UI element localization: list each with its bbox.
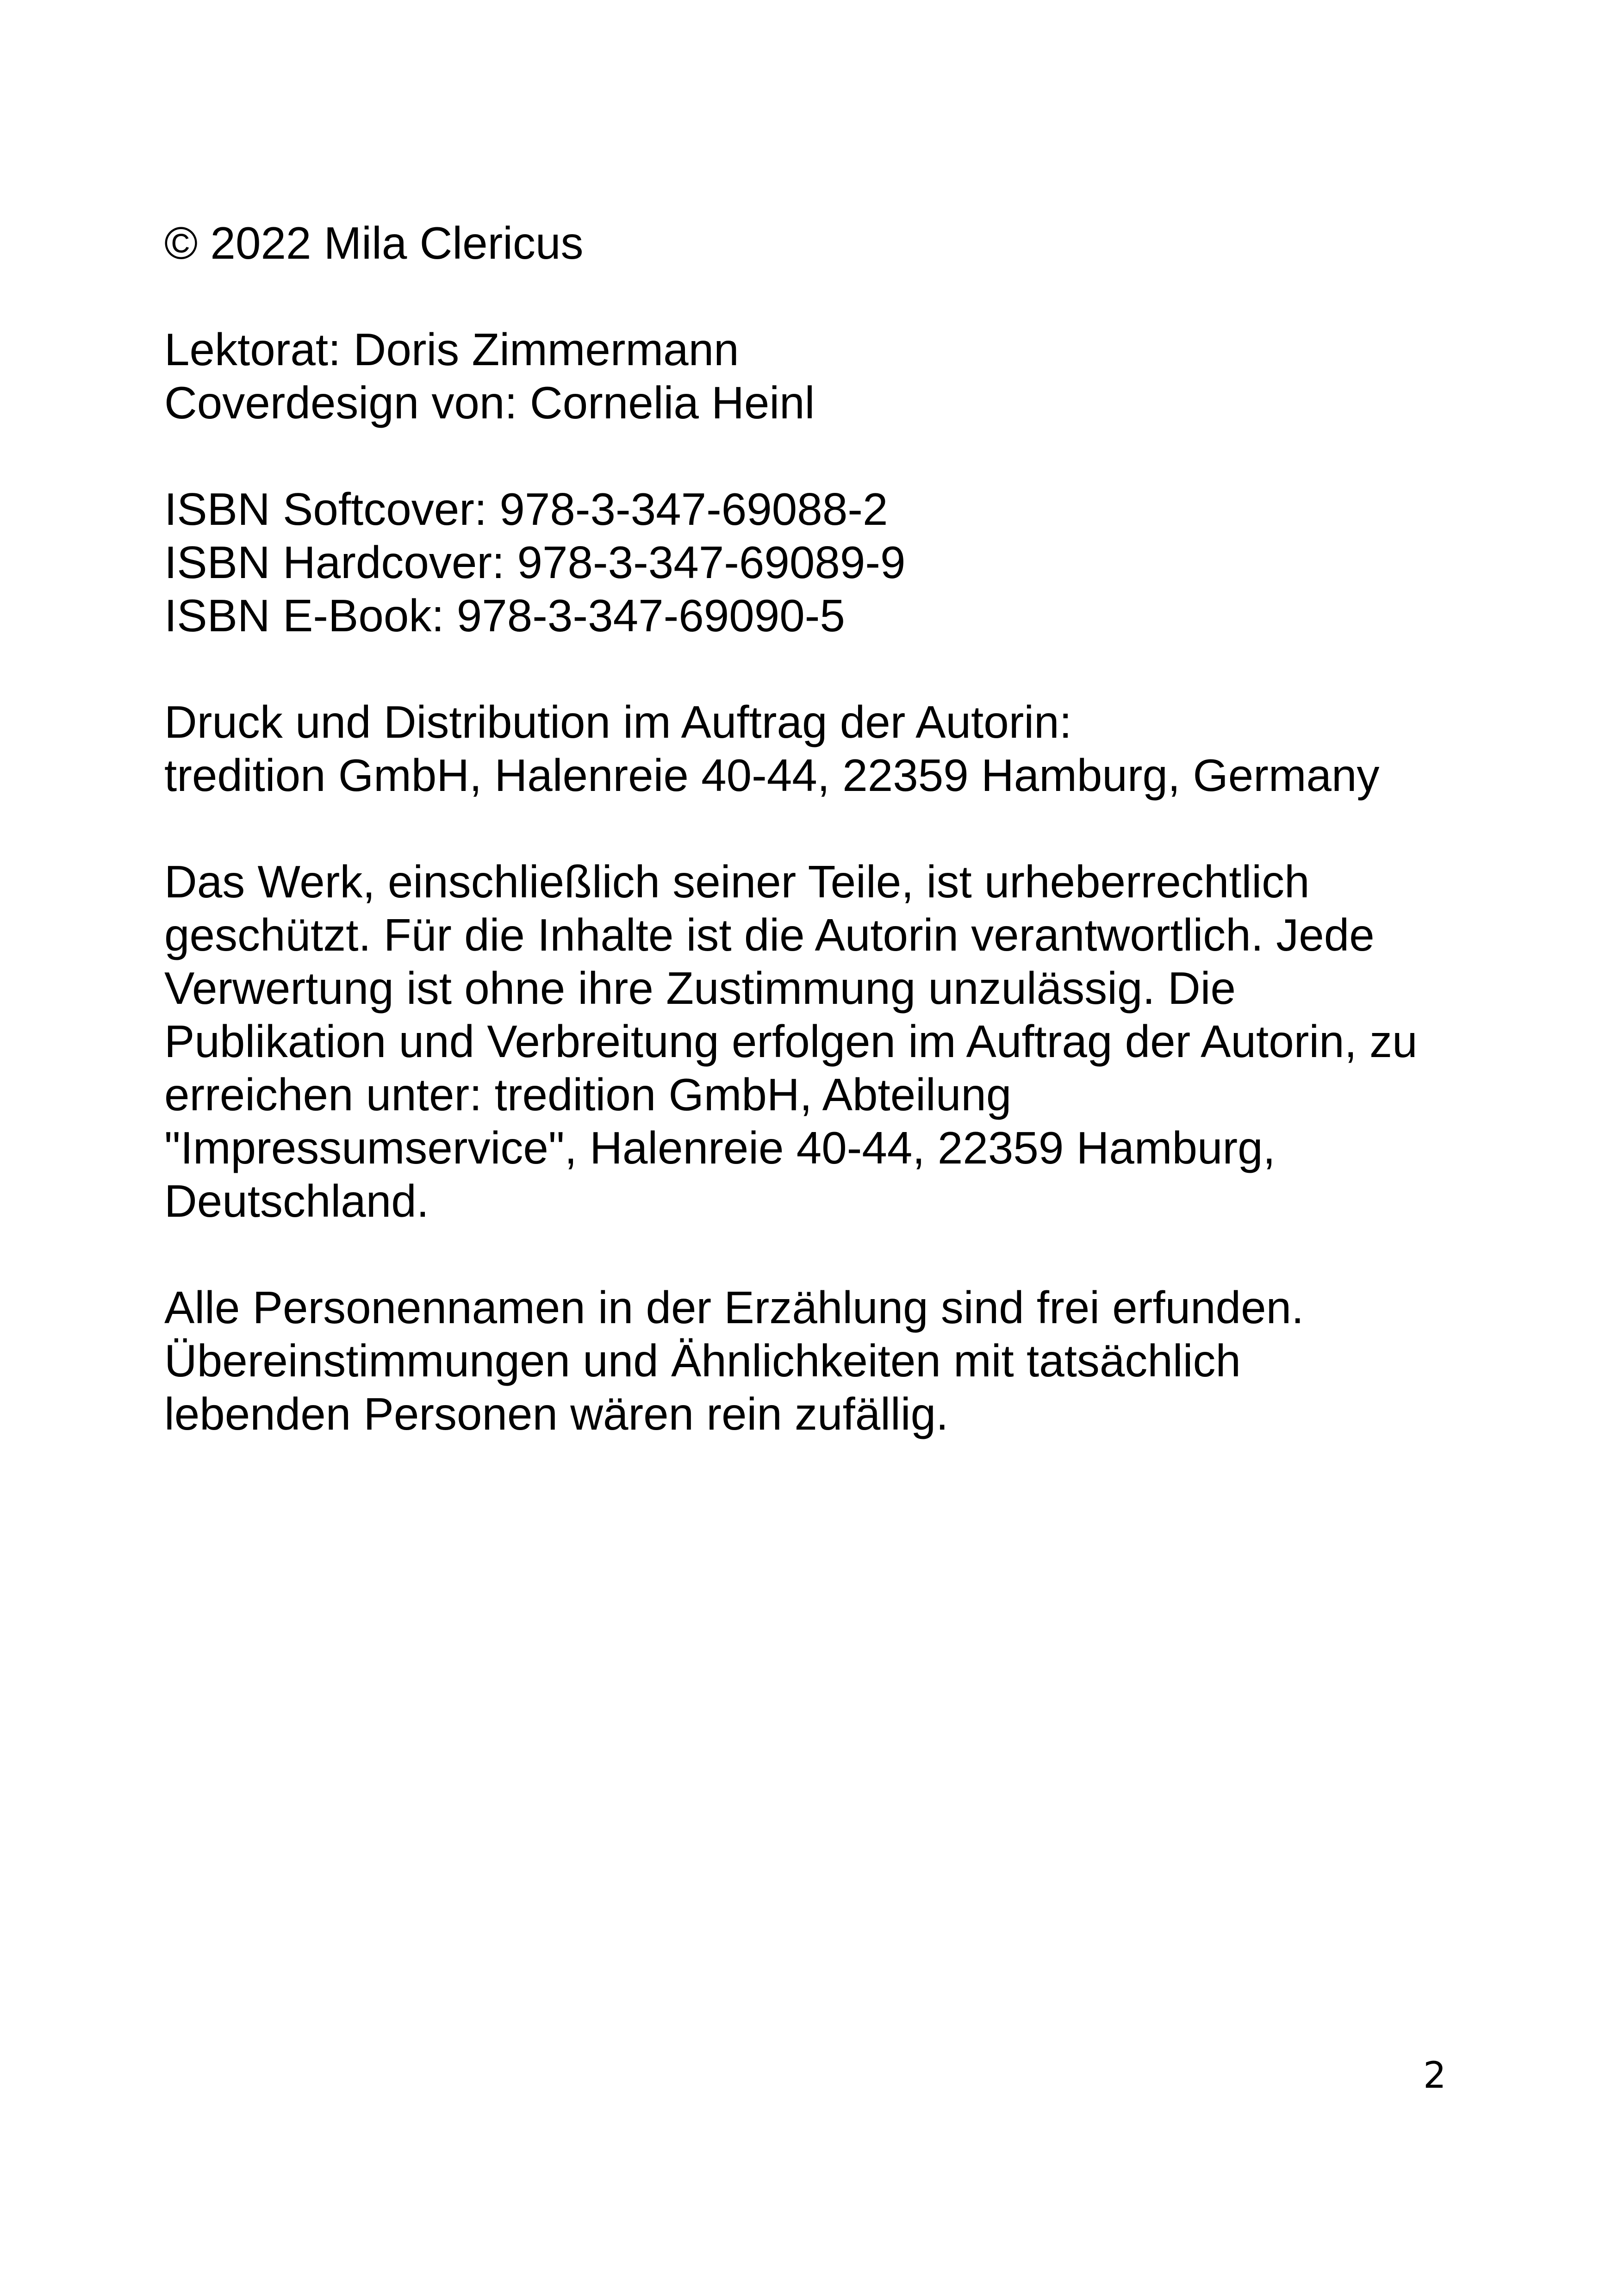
page-number: 2: [1423, 2055, 1446, 2097]
rights-notice-line: Verwertung ist ohne ihre Zustimmung unzulässig. Die: [164, 963, 1236, 1014]
coverdesign-line: Coverdesign von: Cornelia Heinl: [164, 377, 815, 428]
credits-block: [164, 323, 1506, 429]
lektorat-line: Lektorat: Doris Zimmermann: [164, 324, 739, 375]
rights-notice-line: "Impressumservice", Halenreie 40-44, 22359 Hamburg,: [164, 1122, 1276, 1173]
rights-notice-block: [164, 855, 1506, 1228]
copyright-block: [164, 217, 1506, 270]
rights-notice-line: geschützt. Für die Inhalte ist die Autorin verantwortlich. Jede: [164, 909, 1375, 960]
spacer: [164, 642, 1506, 696]
isbn-softcover-line: ISBN Softcover: 978-3-347-69088-2: [164, 484, 888, 535]
rights-notice-line: Publikation und Verbreitung erfolgen im Auftrag der Autorin, zu: [164, 1016, 1418, 1067]
disclaimer-line: Übereinstimmungen und Ähnlichkeiten mit tatsächlich: [164, 1335, 1241, 1386]
disclaimer-line: lebenden Personen wären rein zufällig.: [164, 1388, 949, 1439]
rights-notice-line: Das Werk, einschließlich seiner Teile, ist urheberrechtlich: [164, 856, 1310, 907]
distribution-block: [164, 696, 1506, 802]
distribution-line-2: tredition GmbH, Halenreie 40-44, 22359 Hamburg, Germany: [164, 750, 1380, 801]
disclaimer-line: Alle Personennamen in der Erzählung sind frei erfunden.: [164, 1282, 1304, 1333]
copyright-line: © 2022 Mila Clericus: [164, 218, 584, 268]
isbn-hardcover-line: ISBN Hardcover: 978-3-347-69089-9: [164, 537, 906, 588]
spacer: [164, 270, 1506, 323]
spacer: [164, 1228, 1506, 1281]
rights-notice-line: erreichen unter: tredition GmbH, Abteilung: [164, 1069, 1012, 1120]
isbn-block: [164, 483, 1506, 642]
spacer: [164, 429, 1506, 483]
disclaimer-block: [164, 1281, 1506, 1441]
spacer: [164, 802, 1506, 855]
imprint-content: [164, 217, 1506, 1441]
isbn-ebook-line: ISBN E-Book: 978-3-347-69090-5: [164, 590, 845, 641]
rights-notice-line: Deutschland.: [164, 1176, 429, 1226]
distribution-line-1: Druck und Distribution im Auftrag der Autorin:: [164, 697, 1072, 747]
